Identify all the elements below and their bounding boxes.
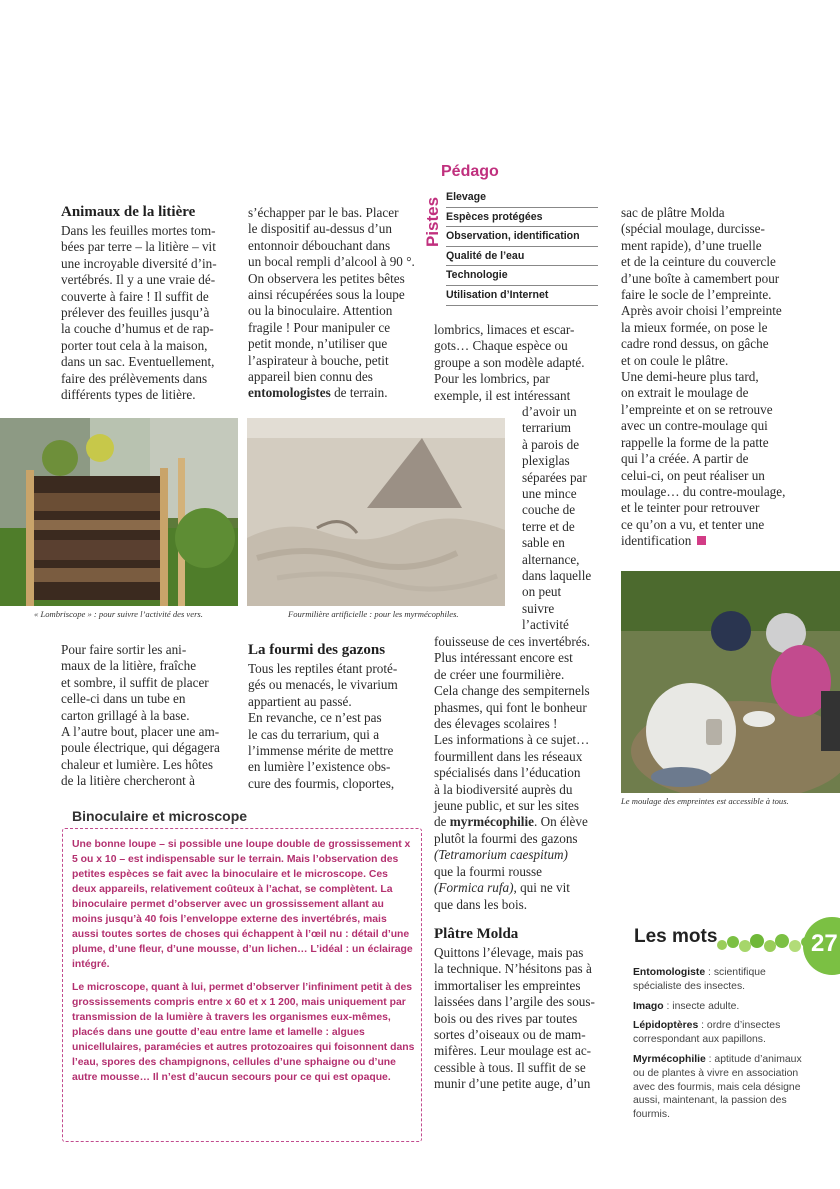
litiere-heading: Animaux de la litière bbox=[61, 204, 196, 220]
fourmiliere-photo bbox=[247, 418, 505, 606]
binoculaire-box bbox=[62, 828, 422, 1142]
text-line: ainsi récupérées sous la loupe bbox=[248, 287, 405, 303]
text-line: l’aspirateur à bouche, petit bbox=[248, 352, 389, 368]
text-line: laissées dans l’argile des sous- bbox=[434, 994, 595, 1010]
text-line: et on coule le plâtre. bbox=[621, 352, 729, 368]
text-line: terrarium bbox=[522, 420, 572, 436]
moulage-photo bbox=[621, 571, 840, 793]
pedago-item: Qualité de l’eau bbox=[446, 247, 598, 267]
glossary-term: Entomologiste bbox=[633, 967, 706, 978]
text-line: à la biodiversité auprès du bbox=[434, 781, 573, 797]
glossary-entry bbox=[633, 1019, 813, 1047]
text-line: exemple, il est intéressant bbox=[434, 387, 571, 403]
platre-article bbox=[621, 205, 816, 550]
pedago-item: Technologie bbox=[446, 266, 598, 286]
text-line: la technique. N’hésitons pas à bbox=[434, 961, 592, 977]
text-line: l’activité bbox=[522, 617, 569, 633]
text-line: munir d’une petite auge, d’un bbox=[434, 1076, 591, 1092]
text-line: la mieux formée, on pose le bbox=[621, 319, 768, 335]
text-line: bées par terre – la litière – vit bbox=[61, 239, 216, 255]
text-line: et de la ceinture du couvercle bbox=[621, 254, 776, 270]
entomologistes-term: entomologistes bbox=[248, 385, 331, 401]
myrmecophilie-term: myrmécophilie bbox=[449, 814, 534, 830]
lesmots-glossary bbox=[633, 966, 813, 1128]
glossary-term: Imago bbox=[633, 1000, 664, 1012]
text-line: que la fourmi rousse bbox=[434, 863, 543, 879]
text-line: fouisseuse de ces invertébrés. bbox=[434, 634, 590, 649]
text-line: l’immense mérite de mettre bbox=[248, 743, 394, 759]
text-line: Après avoir choisi l’empreinte bbox=[621, 303, 782, 319]
glossary-definition: : scientifique spécialiste des insectes. bbox=[633, 967, 766, 992]
text-line: cure des fourmis, cloportes, bbox=[248, 775, 395, 791]
text-line: couverte à faire ! Il suffit de bbox=[61, 288, 209, 304]
pedago-item: Espèces protégées bbox=[446, 208, 598, 228]
pistes-label: Pistes bbox=[423, 196, 442, 247]
text-line bbox=[621, 533, 816, 549]
text-line: faire des prélèvements dans bbox=[61, 370, 208, 386]
text-fragment: de terrain. bbox=[330, 385, 388, 401]
glossary-definition: : insecte adulte. bbox=[663, 1000, 740, 1012]
text-line: sable en bbox=[522, 535, 565, 551]
text-fragment: (Formica rufa) bbox=[434, 880, 514, 896]
text-line: Tous les reptiles étant proté- bbox=[248, 661, 398, 676]
lombriscope-caption: « Lombriscope » : pour suivre l’activité des vers. bbox=[34, 609, 203, 619]
text-line: fourmillent dans les réseaux bbox=[434, 748, 583, 764]
text-line: on extrait le moulage de bbox=[621, 385, 749, 401]
text-line: maux de la litière, fraîche bbox=[61, 658, 197, 674]
text-fragment: . On élève bbox=[533, 814, 588, 830]
text-line: On observera les petites bêtes bbox=[248, 270, 405, 286]
text-line: que dans les bois. bbox=[434, 896, 528, 912]
fourmiliere-caption: Fourmilière artificielle : pour les myrmécophiles. bbox=[288, 609, 459, 619]
text-line: celle-ci dans un tube en bbox=[61, 691, 186, 707]
text-line: Pour faire sortir les ani- bbox=[61, 642, 187, 657]
litiere-text bbox=[61, 223, 241, 403]
glossary-term: Myrmécophilie bbox=[633, 1053, 706, 1065]
text-line: vertébrés. Il y a une vraie dé- bbox=[61, 272, 216, 288]
litiere-article-cont bbox=[61, 642, 241, 790]
text-line: carton grillagé à la base. bbox=[61, 707, 190, 723]
text-line: appareil bien connu des bbox=[248, 369, 373, 385]
text-line: ou la binoculaire. Attention bbox=[248, 303, 393, 319]
pedago-item: Utilisation d’Internet bbox=[446, 286, 598, 306]
text-line: la couche d’humus et de rap- bbox=[61, 321, 214, 337]
text-line: suivre bbox=[522, 600, 555, 616]
text-fragment: , qui ne vit bbox=[513, 880, 570, 896]
pedago-list bbox=[446, 188, 598, 306]
text-line: terre et de bbox=[522, 518, 575, 534]
text-line: faire le socle de l’empreinte. bbox=[621, 287, 772, 303]
text-line: jeune public, et sur les sites bbox=[434, 798, 580, 814]
text-line: groupe a son modèle adapté. bbox=[434, 354, 585, 370]
text-line: Dans les feuilles mortes tom- bbox=[61, 223, 216, 238]
text-line: phasmes, qui font le bonheur bbox=[434, 699, 587, 715]
text-line: le dispositif au-dessus d’un bbox=[248, 221, 392, 237]
text-line: A l’autre bout, placer une am- bbox=[61, 724, 220, 740]
text-line: avec un contre-moulage qui bbox=[621, 418, 768, 434]
lombriscope-illustration bbox=[0, 418, 238, 606]
glossary-entry bbox=[633, 1053, 813, 1122]
text-line: (Tetramorium caespitum) bbox=[434, 847, 568, 863]
text-line: une incroyable diversité d’in- bbox=[61, 255, 217, 271]
glossary-term: Lépidoptères bbox=[633, 1020, 699, 1032]
text-line: dans un sac. Eventuellement, bbox=[61, 354, 215, 370]
text-line: Les informations à ce sujet… bbox=[434, 732, 590, 748]
text-line: de créer une fourmilière. bbox=[434, 666, 565, 682]
text-line: à parois de bbox=[522, 436, 580, 452]
green-dots-decoration bbox=[716, 930, 812, 960]
text-line: spécialisés dans l’éducation bbox=[434, 765, 581, 781]
lombriscope-photo bbox=[0, 418, 238, 606]
text-line: prélever des feuilles jusqu’à bbox=[61, 305, 210, 321]
text-line: cadre rond dessus, on gâche bbox=[621, 336, 769, 352]
page-number: 27 bbox=[811, 930, 838, 957]
text-line: sac de plâtre Molda bbox=[621, 205, 725, 220]
text-line: dans laquelle bbox=[522, 568, 592, 584]
text-line: Plus intéressant encore est bbox=[434, 650, 573, 666]
text-line: lombrics, limaces et escar- bbox=[434, 322, 575, 337]
text-line: et le teinter pour retrouver bbox=[621, 500, 760, 516]
text-line: plexiglas bbox=[522, 453, 570, 469]
glossary-definition: : aptitude d’animaux ou de plantes à vivre en association avec des fourmis, mais cela désigne aussi, maintenant, la passion des fourmis. bbox=[633, 1053, 802, 1121]
text-line: gés ou menacés, le vivarium bbox=[248, 677, 398, 693]
text-line: le cas du terrarium, qui a bbox=[248, 726, 380, 742]
binoculaire-title: Binoculaire et microscope bbox=[72, 808, 248, 824]
microscope-paragraph: Le microscope, quant à lui, permet d’observer l’infiniment petit à des grossissements compris entre x 60 et x 1 200, mais uniquement par transmission de la lumière à travers les organismes eux-mêmes, placés dans une goutte d’eau entre lame et lamelle : algues unicellulaires, paramécies et autres protozoaires qui foisonnent dans l’eau, spores des champignons, cellules d’une sphaigne ou d’une autre mousse… Il n’est d’aucun secours pour ce qui est opaque. bbox=[72, 982, 415, 1083]
text-line: sortes d’oiseaux ou de mam- bbox=[434, 1026, 586, 1042]
text-line: entonnoir débouchant dans bbox=[248, 237, 391, 253]
text-line: Quittons l’élevage, mais pas bbox=[434, 944, 584, 960]
fourmiliere-illustration bbox=[247, 418, 505, 606]
text-line: couche de bbox=[522, 502, 576, 518]
litiere-article-col2 bbox=[248, 205, 428, 402]
pedago-item: Observation, identification bbox=[446, 227, 598, 247]
text-fragment: identification bbox=[621, 533, 692, 549]
text-line: un bocal rempli d’alcool à 90 °. bbox=[248, 254, 415, 270]
text-line: de la litière chercheront à bbox=[61, 773, 195, 789]
text-line: chaleur et lumière. Les hôtes bbox=[61, 756, 213, 772]
text-fragment: de bbox=[434, 814, 450, 830]
text-line: et sombre, il suffit de placer bbox=[61, 674, 209, 690]
text-line: (spécial moulage, durcisse- bbox=[621, 221, 765, 237]
pedago-item: Elevage bbox=[446, 188, 598, 208]
text-line: une mince bbox=[522, 486, 577, 502]
text-line: Pour les lombrics, par bbox=[434, 371, 550, 387]
text-line: s’échapper par le bas. Placer bbox=[248, 205, 399, 220]
text-line: l’empreinte et on se retrouve bbox=[621, 401, 773, 417]
text-line: petit monde, n’utiliser que bbox=[248, 336, 388, 352]
text-line: ment rapide), d’une truelle bbox=[621, 237, 762, 253]
fourmi-gazons-article bbox=[248, 641, 430, 792]
text-line: d’avoir un bbox=[522, 404, 577, 419]
text-line: rappelle la forme de la patte bbox=[621, 434, 769, 450]
text-line bbox=[434, 880, 624, 896]
text-line: Une demi-heure plus tard, bbox=[621, 369, 759, 385]
terrarium-article-cont bbox=[434, 634, 624, 1093]
text-line: porter tout cela à la maison, bbox=[61, 337, 208, 353]
moulage-illustration bbox=[621, 571, 840, 793]
text-line: plutôt la fourmi des gazons bbox=[434, 830, 578, 846]
text-line: En revanche, ce n’est pas bbox=[248, 710, 382, 726]
text-line: immortaliser les empreintes bbox=[434, 977, 581, 993]
text-line: différents types de litière. bbox=[61, 387, 196, 403]
text-line: appartient au passé. bbox=[248, 693, 352, 709]
text-line: moulage… du contre-moulage, bbox=[621, 483, 786, 499]
text-line: d’une boîte à camembert pour bbox=[621, 270, 780, 286]
text-line: bois ou des rives par toutes bbox=[434, 1010, 578, 1026]
glossary-entry bbox=[633, 966, 813, 994]
text-line: on peut bbox=[522, 584, 562, 600]
text-line: cessible à tous. Il suffit de se bbox=[434, 1059, 586, 1075]
fourmi-gazons-heading: La fourmi des gazons bbox=[248, 642, 386, 658]
text-line: alternance, bbox=[522, 551, 580, 567]
glossary-entry bbox=[633, 1000, 813, 1014]
litiere-article bbox=[61, 203, 241, 403]
platre-heading: Plâtre Molda bbox=[434, 925, 519, 942]
terrarium-article-narrow bbox=[522, 404, 622, 634]
text-line: gots… Chaque espèce ou bbox=[434, 338, 568, 354]
text-line: fragile ! Pour manipuler ce bbox=[248, 319, 391, 335]
text-line: qui l’a créée. A partir de bbox=[621, 451, 749, 467]
text-line: séparées par bbox=[522, 469, 587, 485]
moulage-caption: Le moulage des empreintes est accessible à tous. bbox=[621, 796, 789, 806]
text-line: en lumière l’existence obs- bbox=[248, 759, 391, 775]
glossary-definition: : ordre d’insectes correspondant aux papillons. bbox=[633, 1020, 781, 1046]
lesmots-title: Les mots bbox=[634, 926, 718, 947]
text-line bbox=[248, 385, 428, 401]
pedago-title: Pédago bbox=[441, 163, 499, 180]
text-line bbox=[434, 814, 624, 830]
terrarium-article bbox=[434, 322, 624, 404]
text-line: ce qu’on a vu, et tenter une bbox=[621, 516, 765, 532]
text-line: des élevages scolaires ! bbox=[434, 716, 558, 732]
text-line: poule électrique, qui dégagera bbox=[61, 740, 220, 756]
end-mark-icon bbox=[697, 536, 706, 545]
text-line: mifères. Leur moulage est ac- bbox=[434, 1043, 592, 1059]
binoculaire-paragraph: Une bonne loupe – si possible une loupe double de grossissement x 5 ou x 10 – est indispensable sur le terrain. Mais l’observation des petites espèces se fait avec la binoculaire et le microscope. Ces deux appareils, relativement coûteux à l’achat, se complètent. La binoculaire permet d’observer avec un grossissement allant au moins jusqu’à 40 fois l’enveloppe externe des invertébrés, mais aussi toutes sortes de choses qui échappent à l’œil nu : détail d’une plume, d’une fleur, d’une mousse, d’un lichen… L’idéal : un éclairage intégré. bbox=[72, 839, 413, 970]
text-line: Cela change des sempiternels bbox=[434, 683, 590, 699]
text-line: celui-ci, on peut réaliser un bbox=[621, 467, 765, 483]
